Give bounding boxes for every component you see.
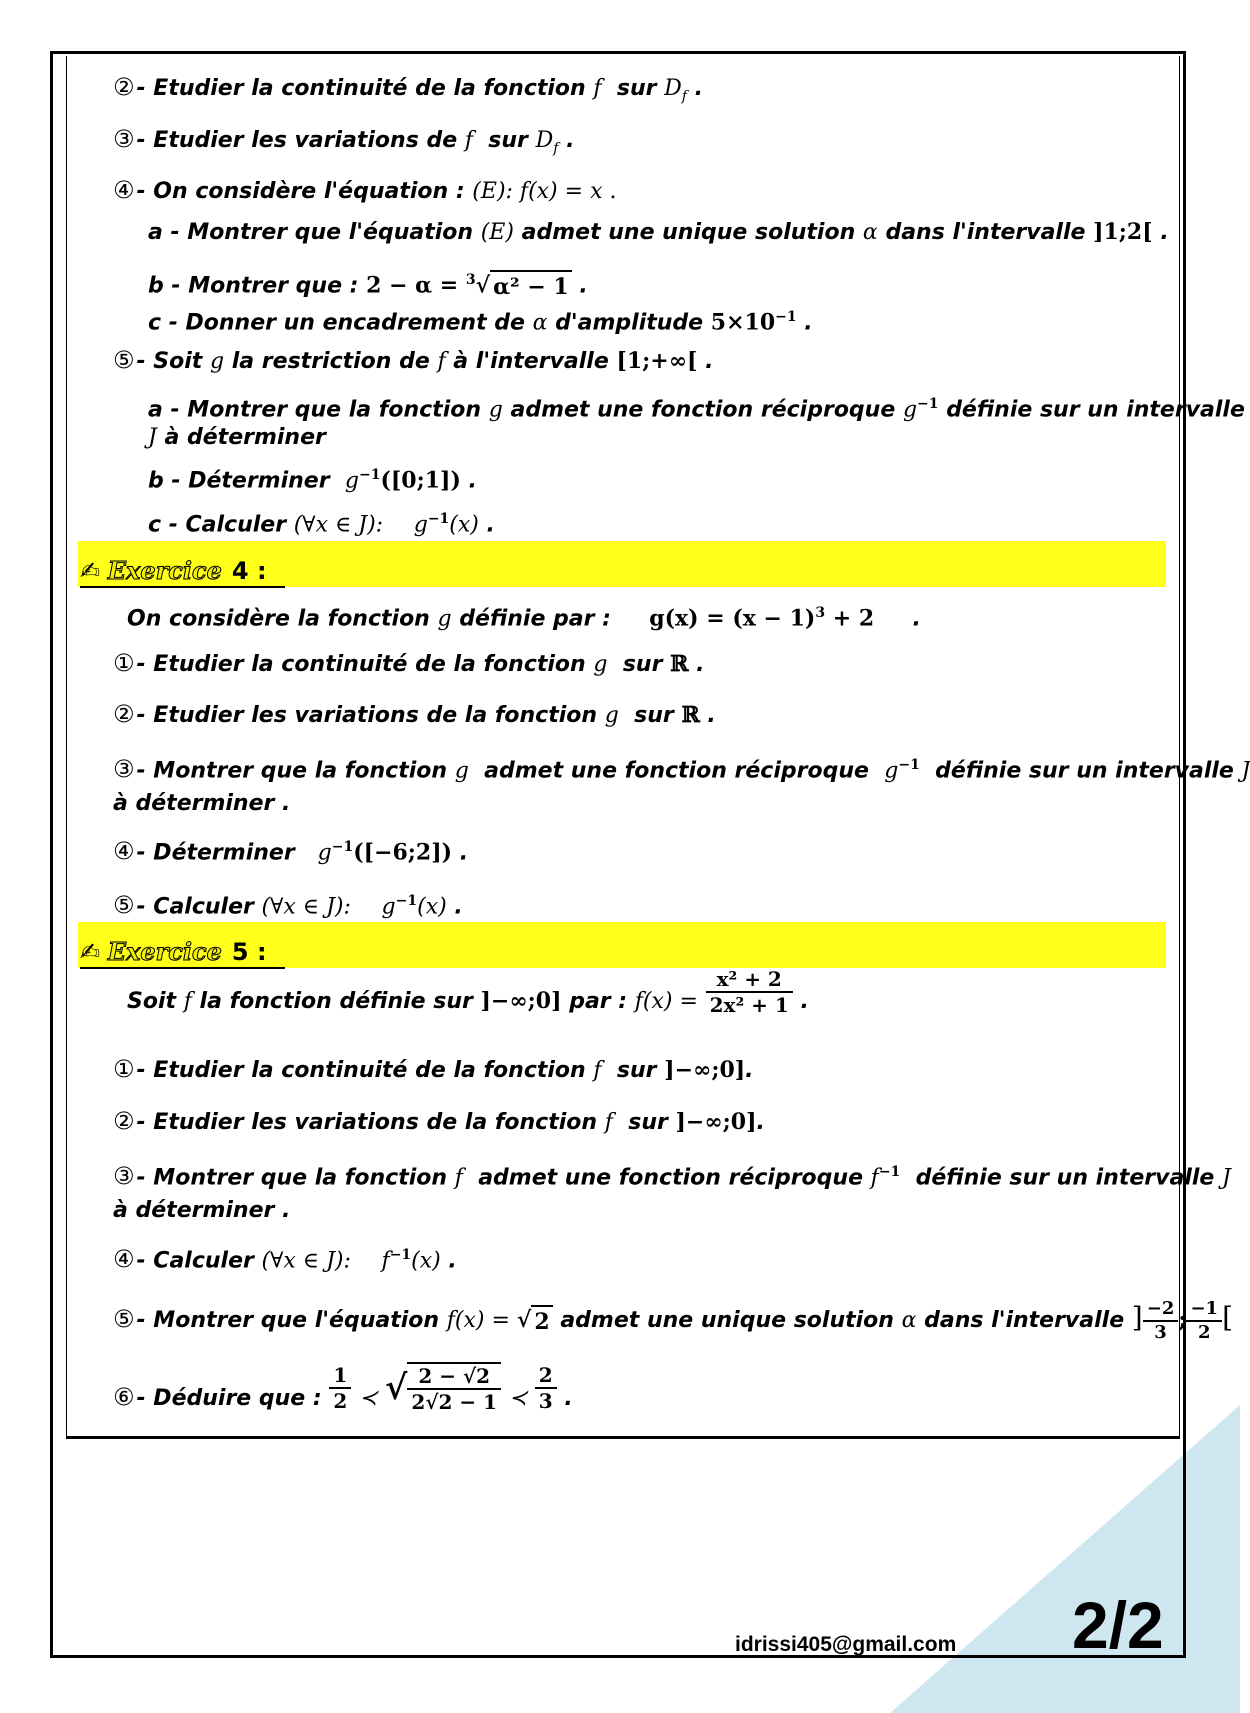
ex3-q4c: c - Donner un encadrement de α d'amplitude $5\times 10^{-1}$ . [148,309,813,336]
ex4-q3-line2: à déterminer . [113,791,291,816]
ex4-q2: ②- Etudier les variations de la fonction g sur ℝ . [113,700,716,728]
exercise4-underline [80,586,285,588]
ex3-q5a-line1: a - Montrer que la fonction g admet une fonction réciproque $g^{-1}$ définie sur un intervalle [148,396,1245,423]
ex4-q4: ④- Déterminer $g^{-1}([-6;2])$ . [113,837,469,866]
ex4-q5: ⑤- Calculer (∀x ∈ J): $g^{-1}(x)$ . [113,891,463,920]
ex5-q3-line2: à déterminer . [113,1198,291,1223]
content-frame [66,56,1180,1439]
pencil-icon: ✍ [80,557,101,585]
exercise4-title: ✍ Exercice 4 : [80,556,267,585]
exercise5-underline [80,967,285,969]
ex5-q2: ②- Etudier les variations de la fonction f sur ]−∞;0]. [113,1107,765,1135]
ex3-q5b: b - Déterminer $g^{-1}([0;1])$ . [148,467,477,494]
ex5-q1: ①- Etudier la continuité de la fonction f sur ]−∞;0]. [113,1055,754,1083]
exercise5-title: ✍ Exercice 5 : [80,937,267,966]
page-number: 2/2 [1072,1588,1164,1662]
ex3-q5a-line2: J à déterminer [148,425,326,450]
ex4-intro: On considère la fonction g définie par : $g(x) = (x - 1)^3 + 2$ . [127,605,921,632]
ex5-intro: Soit f la fonction définie sur ]−∞;0] par : f(x) = $\frac{\text{x² + 2}}{\text{2x² + 1}}$ . [127,967,809,1017]
ex3-q2: ②- Etudier la continuité de la fonction f sur $D_f$ . [113,73,704,105]
ex3-q4a: a - Montrer que l'équation (E) admet une unique solution α dans l'intervalle ]1;2[ . [148,219,1169,245]
ex4-q3-line1: ③- Montrer que la fonction g admet une fonction réciproque $g^{-1}$ définie sur un intervalle J [113,755,1250,784]
ex5-q5: ⑤- Montrer que l'équation f(x) = √ 2 admet une unique solution α dans l'intervalle ] $\frac{-2}{3}$ ; $\frac{-1}{2}$ [ [113,1298,1234,1343]
ex5-q3-line1: ③- Montrer que la fonction f admet une fonction réciproque $f^{-1}$ définie sur un intervalle J [113,1162,1231,1191]
ex3-q5: ⑤- Soit g la restriction de f à l'intervalle [1;+∞[ . [113,346,714,374]
author-email: idrissi405@gmail.com [735,1633,957,1656]
pencil-icon: ✍ [80,938,101,966]
ex5-q4: ④- Calculer (∀x ∈ J): $f^{-1}(x)$ . [113,1245,457,1274]
ex3-q4b: b - Montrer que : 2 − α = $^3$√ α² − 1 . [148,272,588,301]
ex5-q6: ⑥- Déduire que : $\frac{1}{2}$ ≺ √ $\frac{2 - √2}{2√2 - 1}$ ≺ $\frac{2}{3}$ . [113,1363,573,1414]
ex3-q3: ③- Etudier les variations de f sur $D_f$ . [113,125,575,157]
ex3-q4: ④- On considère l'équation : (E): f(x) = x . [113,176,617,204]
ex3-q5c: c - Calculer (∀x ∈ J): $g^{-1}(x)$ . [148,511,495,538]
ex4-q1: ①- Etudier la continuité de la fonction g sur ℝ . [113,649,705,677]
